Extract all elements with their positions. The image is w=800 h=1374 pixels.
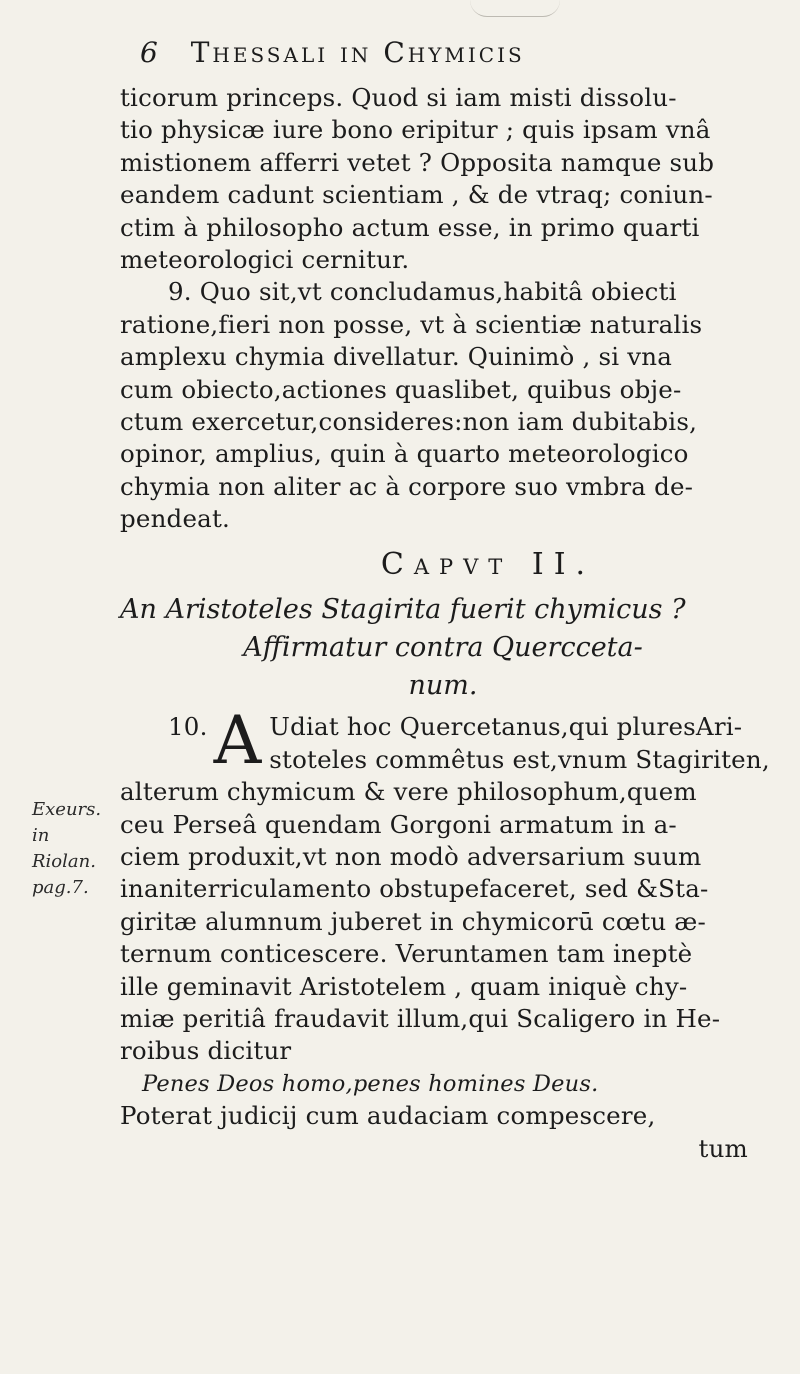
chapter-heading: Capvt II. (380, 547, 596, 583)
text-line: eandem cadunt scientiam , & de vtraq; coniun- (120, 180, 713, 210)
margin-note (32, 797, 112, 901)
paragraph-10-line: Poterat judicij cum audaciam compescere, (120, 1101, 656, 1131)
text-line: ticorum princeps. Quod si iam misti dissolu- (120, 83, 677, 112)
paragraph-10-line: ille geminavit Aristotelem , quam iniquè chy- (120, 971, 688, 1001)
paragraph-10-line: stoteles commêtus est,vnum Stagiriten, (269, 744, 770, 774)
margin-note-line: Exeurs. in (32, 799, 102, 846)
paragraph-10-line: ciem produxit,vt non modò adversarium suum (120, 842, 702, 872)
text-line: ctim à philosopho actum esse, in primo quarti (120, 212, 700, 242)
paragraph-10 (120, 702, 796, 1164)
paragraph-9-line: ctum exercetur,consideres:non iam dubitabis, (120, 406, 698, 436)
text-line: meteorologici cernitur. (120, 244, 410, 274)
paragraph-10-line: inaniterriculamento obstupefaceret, sed &Sta- (120, 874, 709, 904)
paragraph-10-line: alterum chymicum & vere philosophum,quem (120, 777, 697, 807)
paragraph-9-line: opinor, amplius, quin à quarto meteorologico (120, 439, 689, 469)
drop-cap: A (213, 702, 262, 780)
paragraph-9-line: amplexu chymia divellatur. Quinimò , si vna (120, 342, 673, 372)
text-line: tio physicæ iure bono eripitur ; quis ipsam vnâ (120, 115, 711, 145)
paragraph-10-line: ceu Perseâ quendam Gorgoni armatum in a- (120, 809, 677, 839)
paragraph-9-line: pendeat. (120, 504, 230, 534)
page-fold-mark (470, 0, 560, 17)
paragraph-10-line: Udiat hoc Quercetanus,qui pluresAri- (269, 712, 743, 742)
paragraph-9-line: 9. Quo sit,vt concludamus,habitâ obiecti (168, 277, 677, 307)
running-title: Thessali in Chymicis (190, 36, 525, 69)
page-number: 6 (140, 36, 161, 69)
paragraph-10-line: giritæ alumnum juberet in chymicorū cœtu æ- (120, 906, 706, 936)
paragraph-number: 10. (168, 712, 208, 742)
paragraph-10-line: roibus dicitur (120, 1036, 292, 1066)
margin-note-line: Riolan. (32, 851, 96, 872)
paragraph-9-line: ratione,fieri non posse, vt à scientiæ naturalis (120, 309, 703, 339)
chapter-question-line: Affirmatur contra Quercceta- (243, 632, 643, 664)
body-text (120, 82, 796, 1165)
text-line: mistionem afferri vetet ? Opposita namque sub (120, 147, 715, 177)
paragraph-9-line: cum obiecto,actiones quaslibet, quibus obje- (120, 374, 682, 404)
chapter-question-line: An Aristoteles Stagirita fuerit chymicus ? (120, 594, 686, 626)
paragraph-10-line: miæ peritiâ fraudavit illum,qui Scaligero in He- (120, 1004, 721, 1033)
motto-quote: Penes Deos homo,penes homines Deus. (142, 1070, 599, 1097)
paragraph-10-line: ternum conticescere. Veruntamen tam ineptè (120, 939, 693, 969)
margin-note-line: pag.7. (32, 877, 89, 898)
paragraph-9-line: chymia non aliter ac à corpore suo vmbra de- (120, 471, 694, 501)
chapter-question-line: num. (408, 670, 478, 702)
catchword: tum (698, 1133, 748, 1163)
running-header (140, 36, 700, 69)
